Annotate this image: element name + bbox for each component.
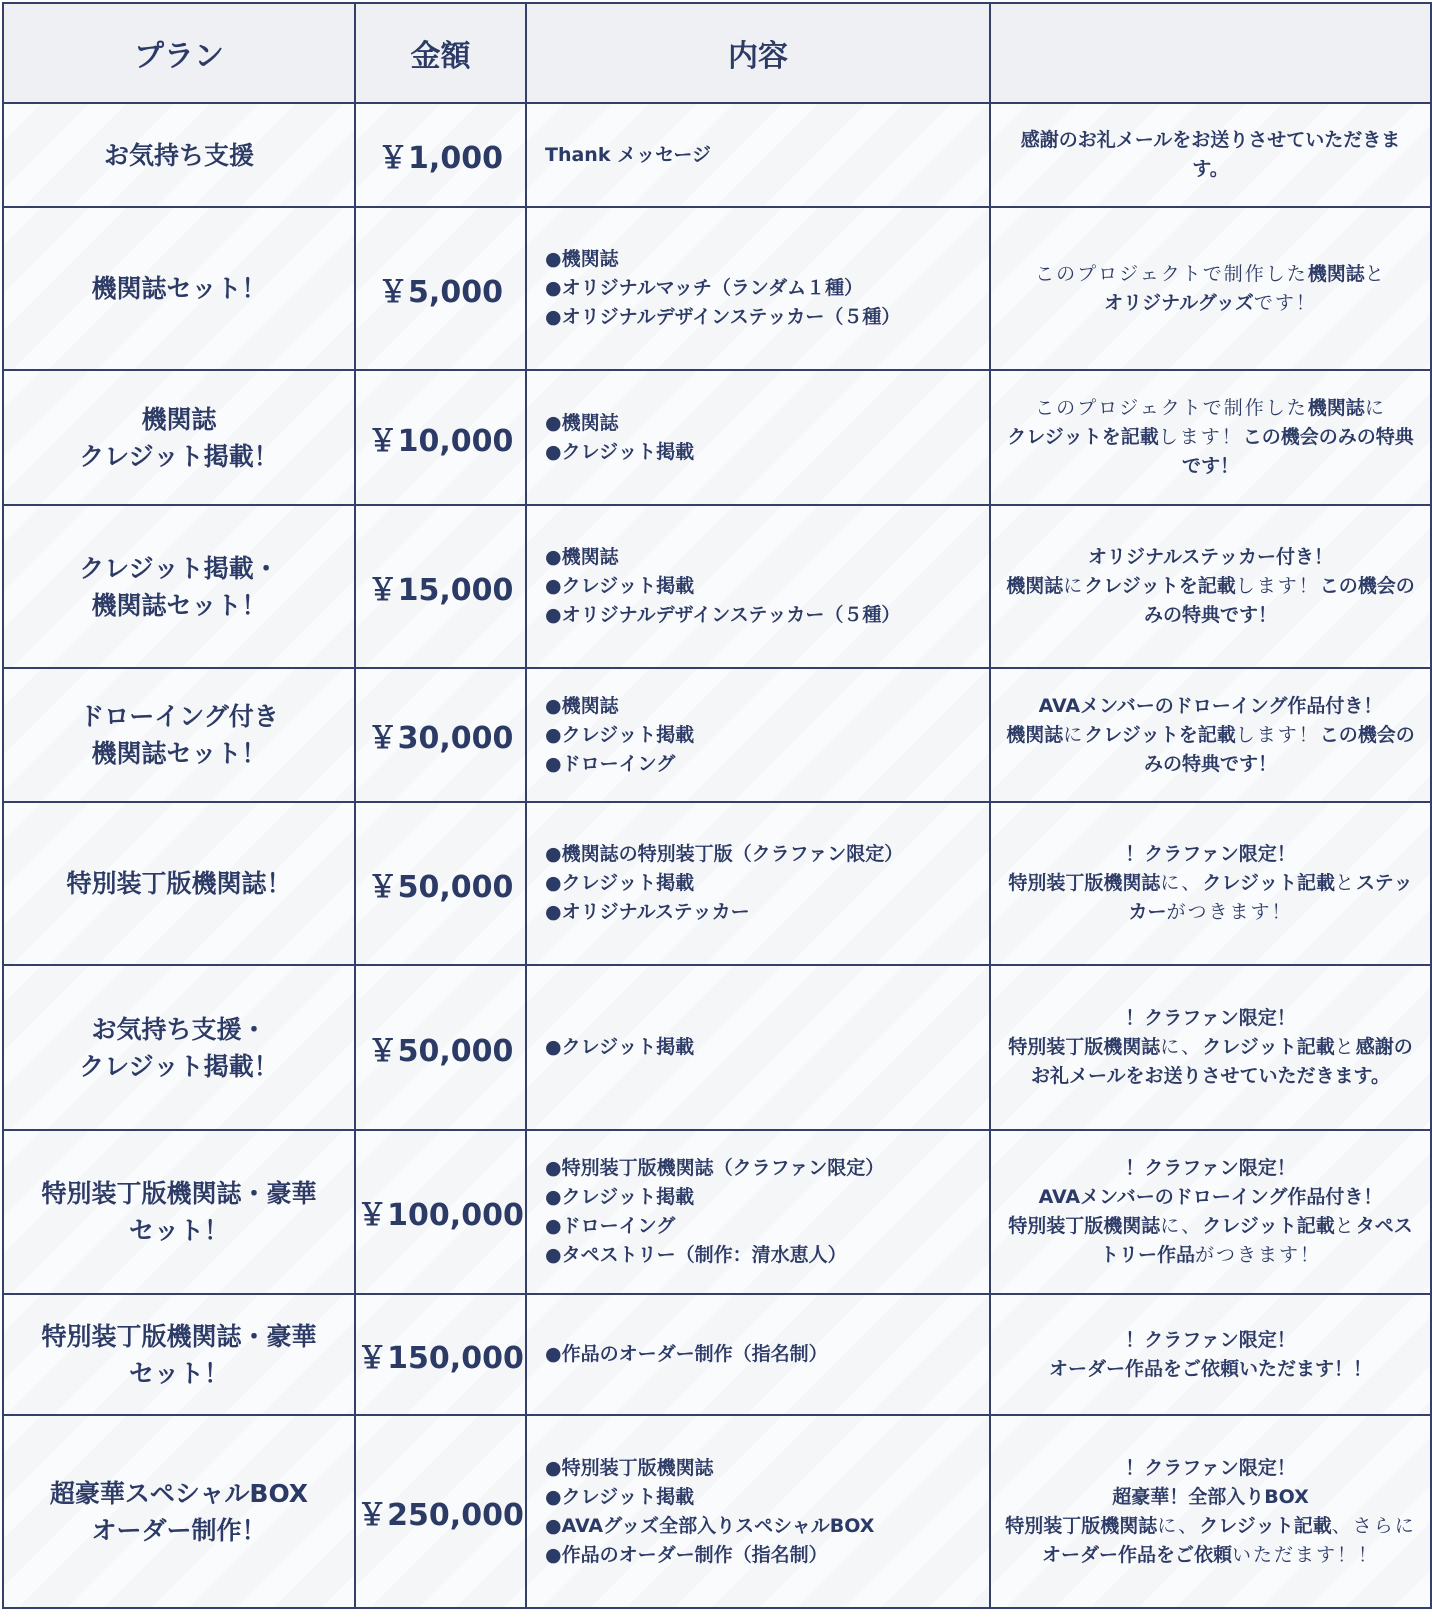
plan-price: ￥1,000 bbox=[355, 103, 526, 207]
plan-name bbox=[3, 505, 355, 668]
description-segment: ！クラファン限定！ bbox=[1125, 843, 1296, 865]
content-item: ●クレジット掲載 bbox=[545, 1485, 695, 1508]
plan-contents bbox=[526, 802, 990, 965]
description-segment: オリジナルグッズ bbox=[1104, 291, 1254, 314]
description-segment: オーダー作品をご依頼いただます！！ bbox=[1048, 1357, 1372, 1380]
description-segment: この機会のみの特典です！ bbox=[1143, 723, 1415, 775]
plan-table bbox=[2, 2, 1432, 1609]
content-item: Thank メッセージ bbox=[545, 143, 711, 166]
content-item: ●作品のオーダー制作（指名制） bbox=[545, 1343, 828, 1365]
plan-name-line: 機関誌セット！ bbox=[91, 590, 267, 620]
description-segment: します！ bbox=[1158, 426, 1243, 448]
description-segment: がつきます！ bbox=[1166, 901, 1293, 923]
content-item: ●機関誌 bbox=[545, 248, 619, 270]
content-item: ●作品のオーダー制作（指名制） bbox=[545, 1543, 828, 1566]
description-segment: クレジットを記載 bbox=[1007, 426, 1159, 448]
plan-contents bbox=[526, 965, 990, 1130]
description-segment: タペストリー作品 bbox=[1099, 1215, 1413, 1266]
plan-contents bbox=[526, 1294, 990, 1415]
description-segment: に、 bbox=[1160, 1036, 1203, 1058]
plan-row bbox=[3, 1130, 1431, 1294]
content-item: ●機関誌 bbox=[545, 411, 619, 434]
plan-price: ￥5,000 bbox=[355, 207, 526, 370]
content-item: ●機関誌 bbox=[545, 694, 619, 717]
plan-row bbox=[3, 1294, 1431, 1415]
plan-name bbox=[3, 668, 355, 802]
content-item: ●オリジナルステッカー bbox=[545, 901, 750, 923]
description-segment: します！ bbox=[1235, 575, 1320, 597]
description-segment: 特別装丁版機関誌 bbox=[1005, 1514, 1158, 1537]
description-segment: ！クラファン限定！ bbox=[1125, 1456, 1296, 1479]
plan-name-line: お気持ち支援・ bbox=[91, 1014, 267, 1044]
description-segment: このプロジェクトで制作した bbox=[1035, 397, 1308, 419]
plan-contents bbox=[526, 103, 990, 207]
description-segment: に bbox=[1364, 397, 1386, 419]
header-plan: プラン bbox=[3, 3, 355, 103]
plan-name-line: 特別装丁版機関誌！ bbox=[66, 869, 292, 898]
plan-row bbox=[3, 370, 1431, 505]
plan-description bbox=[990, 965, 1431, 1130]
content-item: ●クレジット掲載 bbox=[545, 1036, 695, 1058]
description-segment: クレジット記載 bbox=[1202, 872, 1335, 894]
description-segment: この機会のみの特典です！ bbox=[1181, 426, 1414, 477]
content-item: ●ドローイング bbox=[545, 752, 676, 775]
plan-description bbox=[990, 1415, 1431, 1608]
plan-price: ￥50,000 bbox=[355, 802, 526, 965]
plan-name-line: お気持ち支援 bbox=[103, 140, 254, 170]
plan-row bbox=[3, 1415, 1431, 1608]
plan-contents bbox=[526, 1415, 990, 1608]
description-segment: 機関誌 bbox=[1307, 397, 1365, 419]
description-segment: 、さらに bbox=[1331, 1514, 1416, 1537]
plan-description bbox=[990, 207, 1431, 370]
plan-row bbox=[3, 207, 1431, 370]
description-segment: ！クラファン限定！ bbox=[1125, 1157, 1296, 1179]
plan-name bbox=[3, 103, 355, 207]
description-segment: AVAメンバーのドローイング作品付き！ bbox=[1038, 1186, 1383, 1208]
description-segment: と bbox=[1334, 872, 1356, 894]
header-row bbox=[3, 3, 1431, 103]
plan-description bbox=[990, 505, 1431, 668]
plan-name bbox=[3, 207, 355, 370]
plan-row bbox=[3, 668, 1431, 802]
description-segment: 特別装丁版機関誌 bbox=[1008, 1215, 1161, 1237]
description-segment: このプロジェクトで制作した bbox=[1035, 262, 1308, 285]
content-item: ●機関誌の特別装丁版（クラファン限定） bbox=[545, 843, 904, 865]
description-segment: と bbox=[1334, 1036, 1356, 1058]
description-segment: 超豪華！全部入りBOX bbox=[1112, 1485, 1309, 1508]
plan-row bbox=[3, 802, 1431, 965]
description-segment: 機関誌 bbox=[1307, 262, 1365, 285]
plan-description bbox=[990, 370, 1431, 505]
description-segment: に、 bbox=[1157, 1514, 1200, 1537]
description-segment: いただます！！ bbox=[1232, 1543, 1380, 1566]
plan-price: ￥30,000 bbox=[355, 668, 526, 802]
description-segment: 感謝のお礼メールをお送りさせていただきます。 bbox=[1030, 1036, 1413, 1087]
plan-name-line: 超豪華スペシャルBOX bbox=[49, 1478, 309, 1508]
plan-name-line: クレジット掲載・ bbox=[79, 553, 279, 583]
content-item: ●クレジット掲載 bbox=[545, 723, 695, 746]
description-segment: 特別装丁版機関誌 bbox=[1008, 1036, 1161, 1058]
description-segment: に、 bbox=[1160, 872, 1203, 894]
content-item: ●クレジット掲載 bbox=[545, 872, 695, 894]
content-item: ●クレジット掲載 bbox=[545, 575, 695, 597]
plan-name bbox=[3, 802, 355, 965]
header-price: 金額 bbox=[355, 3, 526, 103]
plan-rows bbox=[3, 103, 1431, 1608]
plan-price: ￥10,000 bbox=[355, 370, 526, 505]
plan-contents bbox=[526, 370, 990, 505]
content-item: ●オリジナルデザインステッカー（５種） bbox=[545, 306, 901, 328]
description-segment: と bbox=[1334, 1215, 1356, 1237]
plan-name-line: 特別装丁版機関誌・豪華 bbox=[41, 1321, 317, 1351]
plan-name bbox=[3, 370, 355, 505]
description-segment: ！クラファン限定！ bbox=[1125, 1328, 1296, 1351]
plan-price: ￥15,000 bbox=[355, 505, 526, 668]
description-segment: です！ bbox=[1253, 291, 1317, 314]
description-segment: に、 bbox=[1160, 1215, 1203, 1237]
plan-contents bbox=[526, 505, 990, 668]
content-item: ●クレジット掲載 bbox=[545, 1186, 695, 1208]
content-item: ●ドローイング bbox=[545, 1215, 676, 1237]
plan-name-line: クレジット掲載！ bbox=[79, 441, 279, 471]
content-item: ●オリジナルデザインステッカー（５種） bbox=[545, 604, 901, 626]
plan-description bbox=[990, 103, 1431, 207]
plan-row bbox=[3, 505, 1431, 668]
description-segment: オリジナルステッカー付き！ bbox=[1087, 546, 1334, 568]
plan-description bbox=[990, 802, 1431, 965]
plan-name-line: セット！ bbox=[128, 1216, 229, 1245]
content-item: ●オリジナルマッチ（ランダム１種） bbox=[545, 277, 864, 299]
content-item: ●特別装丁版機関誌 bbox=[545, 1456, 714, 1479]
plan-name-line: オーダー制作！ bbox=[91, 1515, 267, 1545]
plan-row bbox=[3, 103, 1431, 207]
plan-name-line: クレジット掲載！ bbox=[79, 1051, 279, 1081]
description-segment: 感謝のお礼メールをお送りさせていただきます。 bbox=[1020, 129, 1401, 180]
content-item: ●AVAグッズ全部入りスペシャルBOX bbox=[545, 1514, 875, 1537]
plan-row bbox=[3, 965, 1431, 1130]
description-segment: AVAメンバーのドローイング作品付き！ bbox=[1038, 694, 1383, 717]
description-segment: クレジット記載 bbox=[1199, 1514, 1332, 1537]
plan-description bbox=[990, 668, 1431, 802]
plan-name bbox=[3, 965, 355, 1130]
plan-name-line: セット！ bbox=[128, 1358, 229, 1388]
plan-name-line: 機関誌 bbox=[141, 404, 217, 434]
description-segment: 特別装丁版機関誌 bbox=[1008, 872, 1161, 894]
content-item: ●タペストリー（制作：清水恵人） bbox=[545, 1244, 847, 1266]
description-segment: クレジットを記載 bbox=[1084, 575, 1236, 597]
plan-name-line: ドローイング付き bbox=[79, 702, 279, 731]
description-segment: クレジット記載 bbox=[1202, 1036, 1335, 1058]
plan-price: ￥100,000 bbox=[355, 1130, 526, 1294]
plan-price: ￥250,000 bbox=[355, 1415, 526, 1608]
description-segment: クレジット記載 bbox=[1202, 1215, 1335, 1237]
plan-name-line: 機関誌セット！ bbox=[91, 274, 267, 303]
plan-name bbox=[3, 1415, 355, 1608]
description-segment: に bbox=[1063, 575, 1085, 597]
description-segment: ！クラファン限定！ bbox=[1125, 1007, 1296, 1029]
plan-description bbox=[990, 1130, 1431, 1294]
description-segment: 機関誌 bbox=[1006, 723, 1064, 746]
description-segment: この機会のみの特典です！ bbox=[1143, 575, 1415, 626]
description-segment: がつきます！ bbox=[1195, 1244, 1322, 1266]
description-segment: ステッカー bbox=[1128, 872, 1413, 923]
content-item: ●特別装丁版機関誌（クラファン限定） bbox=[545, 1157, 885, 1179]
plan-description bbox=[990, 1294, 1431, 1415]
description-segment: と bbox=[1364, 262, 1386, 285]
description-segment: 機関誌 bbox=[1006, 575, 1064, 597]
plan-name-line: 特別装丁版機関誌・豪華 bbox=[41, 1179, 317, 1208]
description-segment: オーダー作品をご依頼 bbox=[1041, 1543, 1232, 1566]
plan-contents bbox=[526, 207, 990, 370]
plan-price: ￥150,000 bbox=[355, 1294, 526, 1415]
header-description bbox=[990, 3, 1431, 103]
plan-contents bbox=[526, 1130, 990, 1294]
plan-name-line: 機関誌セット！ bbox=[91, 739, 267, 768]
description-segment: します！ bbox=[1235, 723, 1320, 746]
plan-name bbox=[3, 1294, 355, 1415]
description-segment: クレジットを記載 bbox=[1084, 723, 1236, 746]
header-content: 内容 bbox=[526, 3, 990, 103]
plan-price: ￥50,000 bbox=[355, 965, 526, 1130]
content-item: ●機関誌 bbox=[545, 546, 619, 568]
plan-contents bbox=[526, 668, 990, 802]
content-item: ●クレジット掲載 bbox=[545, 440, 695, 463]
plan-name bbox=[3, 1130, 355, 1294]
description-segment: に bbox=[1063, 723, 1085, 746]
